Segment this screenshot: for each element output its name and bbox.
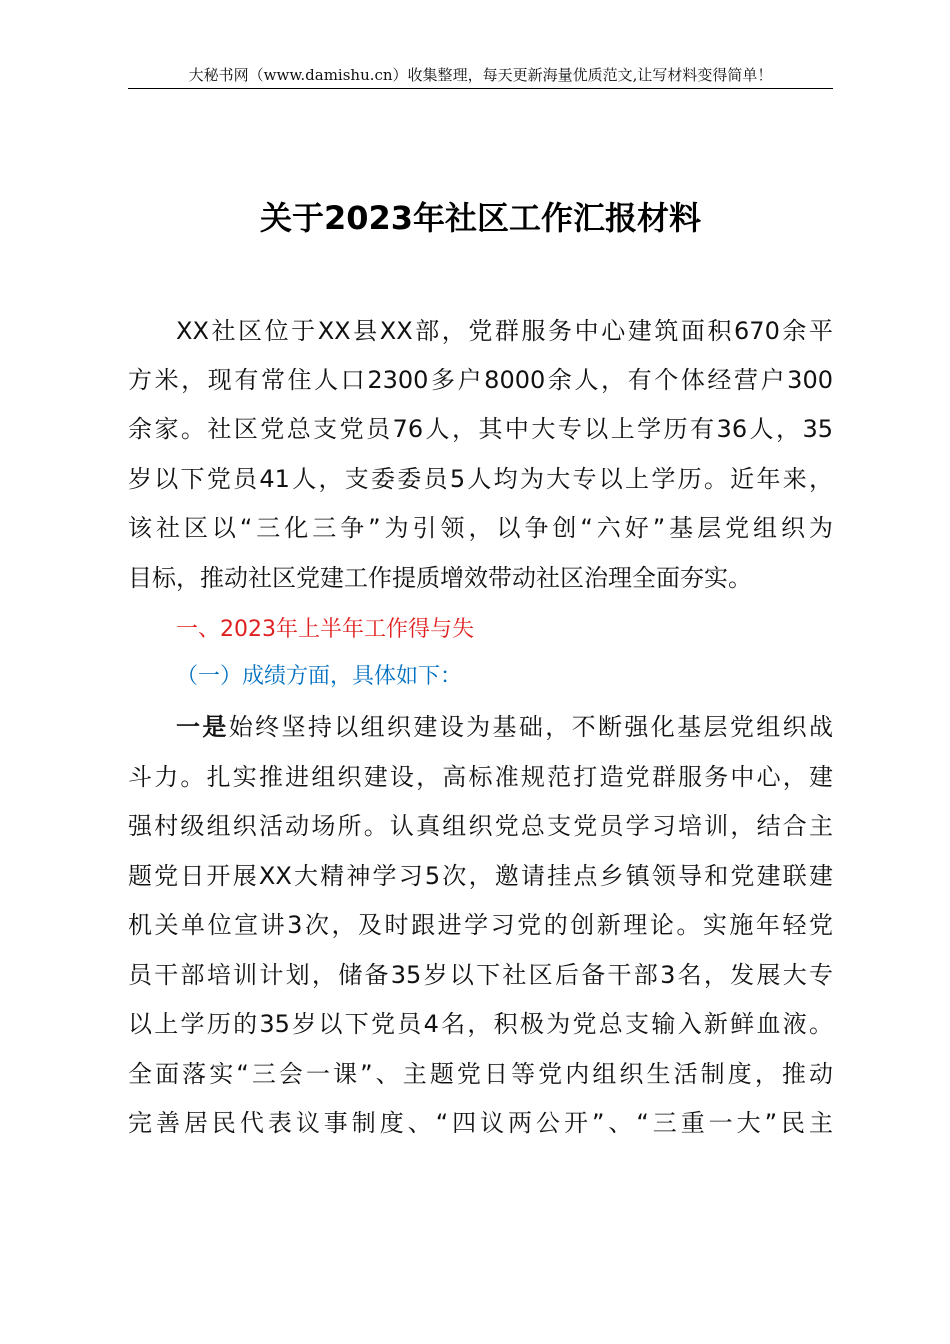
point1-first-line-rest: 始终坚持以组织建设为基础，不断强化基层党组织战 [228,713,833,741]
intro-line-1: XX社区位于XX县XX部，党群服务中心建筑面积670余平 [176,317,833,345]
point1-line-7: 以上学历的35岁以下党员4名，积极为党总支输入新鲜血液。 [128,1010,833,1038]
page-header: 大秘书网（www.damishu.cn）收集整理，每天更新海量优质范文,让写材料变得简单！ [188,66,773,84]
point1-line-3: 强村级组织活动场所。认真组织党总支党员学习培训，结合主 [128,812,833,840]
subsection-heading-1: （一）成绩方面，具体如下： [176,664,463,689]
intro-line-5: 该社区以“三化三争”为引领，以争创“六好”基层党组织为 [128,514,833,542]
section-heading-1: 一、2023年上半年工作得与失 [176,617,474,642]
intro-line-3: 余家。社区党总支党员76人，其中大专以上学历有36人，35 [128,415,833,443]
point1-line-4: 题党日开展XX大精神学习5次，邀请挂点乡镇领导和党建联建 [128,862,833,890]
document-title: 关于2023年社区工作汇报材料 [259,199,702,237]
intro-line-2: 方米，现有常住人口2300多户8000余人，有个体经营户300 [128,366,833,394]
intro-line-6: 目标，推动社区党建工作提质增效带动社区治理全面夯实。 [128,564,752,592]
point1-line-6: 员干部培训计划，储备35岁以下社区后备干部3名，发展大专 [128,961,833,989]
point1-lead: 一是 [176,713,229,741]
point1-line-2: 斗力。扎实推进组织建设，高标准规范打造党群服务中心，建 [128,763,833,791]
intro-line-4: 岁以下党员41人，支委委员5人均为大专以上学历。近年来， [128,465,833,493]
header-rule [128,88,833,89]
point1-line-8: 全面落实“三会一课”、主题党日等党内组织生活制度，推动 [128,1060,833,1088]
point1-line-1 [176,710,833,744]
point1-line-9: 完善居民代表议事制度、“四议两公开”、“三重一大”民主 [128,1109,833,1137]
point1-line-5: 机关单位宣讲3次，及时跟进学习党的创新理论。实施年轻党 [128,911,833,939]
